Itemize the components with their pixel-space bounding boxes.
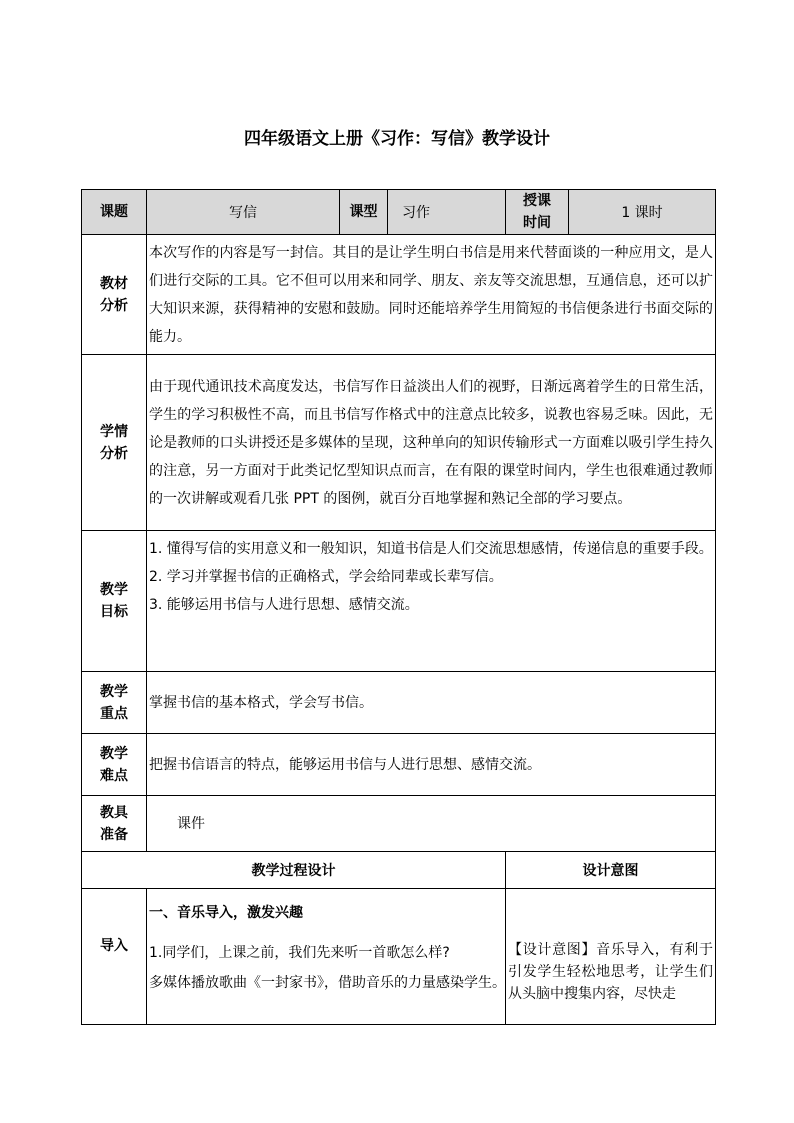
difficulty-text: 把握书信语言的特点，能够运用书信与人进行思想、感情交流。 <box>147 734 716 796</box>
difficulty-label-line1: 教学 <box>100 745 128 762</box>
material-row <box>82 235 716 355</box>
difficulty-label-line2: 难点 <box>100 767 128 784</box>
time-value: 1 课时 <box>569 190 716 235</box>
learner-label <box>82 355 147 531</box>
goals-label-line1: 教学 <box>100 582 128 598</box>
intro-row <box>82 889 716 1025</box>
material-label-line2: 分析 <box>100 297 128 314</box>
tools-label-line2: 准备 <box>100 826 128 843</box>
time-label <box>506 190 569 235</box>
learner-label-line2: 分析 <box>100 445 128 462</box>
intro-line-1: 1.同学们，上课之前，我们先来听一首歌怎么样? <box>149 945 450 961</box>
goals-label <box>82 531 147 672</box>
intro-content <box>147 889 506 1025</box>
intro-label: 导入 <box>82 889 147 1025</box>
tools-text: 课件 <box>147 796 716 852</box>
difficulty-row <box>82 734 716 796</box>
key-point-label <box>82 672 147 734</box>
topic-value: 写信 <box>147 190 340 235</box>
type-label: 课型 <box>340 190 388 235</box>
material-text: 本次写作的内容是写一封信。其目的是让学生明白书信是用来代替面谈的一种应用文，是人们进行交际的工具。它不但可以用来和同学、朋友、亲友等交流思想，互通信息，还可以扩大知识来源，获得精神的安慰和鼓励。同时还能培养学生用简短的书信便条进行书面交际的能力。 <box>147 235 716 355</box>
material-label <box>82 235 147 355</box>
goals-label-line2: 目标 <box>100 604 128 620</box>
learner-label-line1: 学情 <box>100 423 128 440</box>
key-point-label-line1: 教学 <box>100 683 128 700</box>
key-point-row <box>82 672 716 734</box>
process-design-header: 教学过程设计 <box>82 852 506 889</box>
goal-item: 1. 懂得写信的实用意义和一般知识，知道书信是人们交流思想感情，传递信息的重要手段。 <box>149 541 713 557</box>
material-label-line1: 教材 <box>100 275 128 292</box>
goals-list <box>147 531 716 672</box>
key-point-text: 掌握书信的基本格式，学会写书信。 <box>147 672 716 734</box>
intro-line-2: 多媒体播放歌曲《一封家书》，借助音乐的力量感染学生。 <box>149 975 506 991</box>
tools-label-line1: 教具 <box>100 804 128 821</box>
key-point-label-line2: 重点 <box>100 705 128 722</box>
goals-row <box>82 531 716 672</box>
header-row <box>82 190 716 235</box>
time-label-line1: 授课 <box>523 193 551 209</box>
type-value: 习作 <box>388 190 506 235</box>
intro-intent: 【设计意图】音乐导入，有利于引发学生轻松地思考，让学生们从头脑中搜集内容，尽快走 <box>506 889 716 1025</box>
process-header-row <box>82 852 716 889</box>
topic-label: 课题 <box>82 190 147 235</box>
difficulty-label <box>82 734 147 796</box>
tools-row <box>82 796 716 852</box>
tools-label <box>82 796 147 852</box>
lesson-plan-table <box>81 189 716 1025</box>
learner-row <box>82 355 716 531</box>
goal-item: 2. 学习并掌握书信的正确格式，学会给同辈或长辈写信。 <box>149 569 503 585</box>
intro-section-title: 一、音乐导入，激发兴趣 <box>149 905 303 921</box>
document-title: 四年级语文上册《习作：写信》教学设计 <box>244 129 550 149</box>
time-label-line2: 时间 <box>523 215 551 231</box>
process-intent-header: 设计意图 <box>506 852 716 889</box>
goal-item: 3. 能够运用书信与人进行思想、感情交流。 <box>149 597 419 613</box>
learner-text: 由于现代通讯技术高度发达，书信写作日益淡出人们的视野，日渐远离着学生的日常生活，学生的学习积极性不高，而且书信写作格式中的注意点比较多，说教也容易乏味。因此，无论是教师的口头讲授还是多媒体的呈现，这种单向的知识传输形式一方面难以吸引学生持久的注意，另一方面对于此类记忆型知识点而言，在有限的课堂时间内，学生也很难通过教师的一次讲解或观看几张 PPT 的图例，就百分百地掌握和熟记全部的学习要点。 <box>147 355 716 531</box>
